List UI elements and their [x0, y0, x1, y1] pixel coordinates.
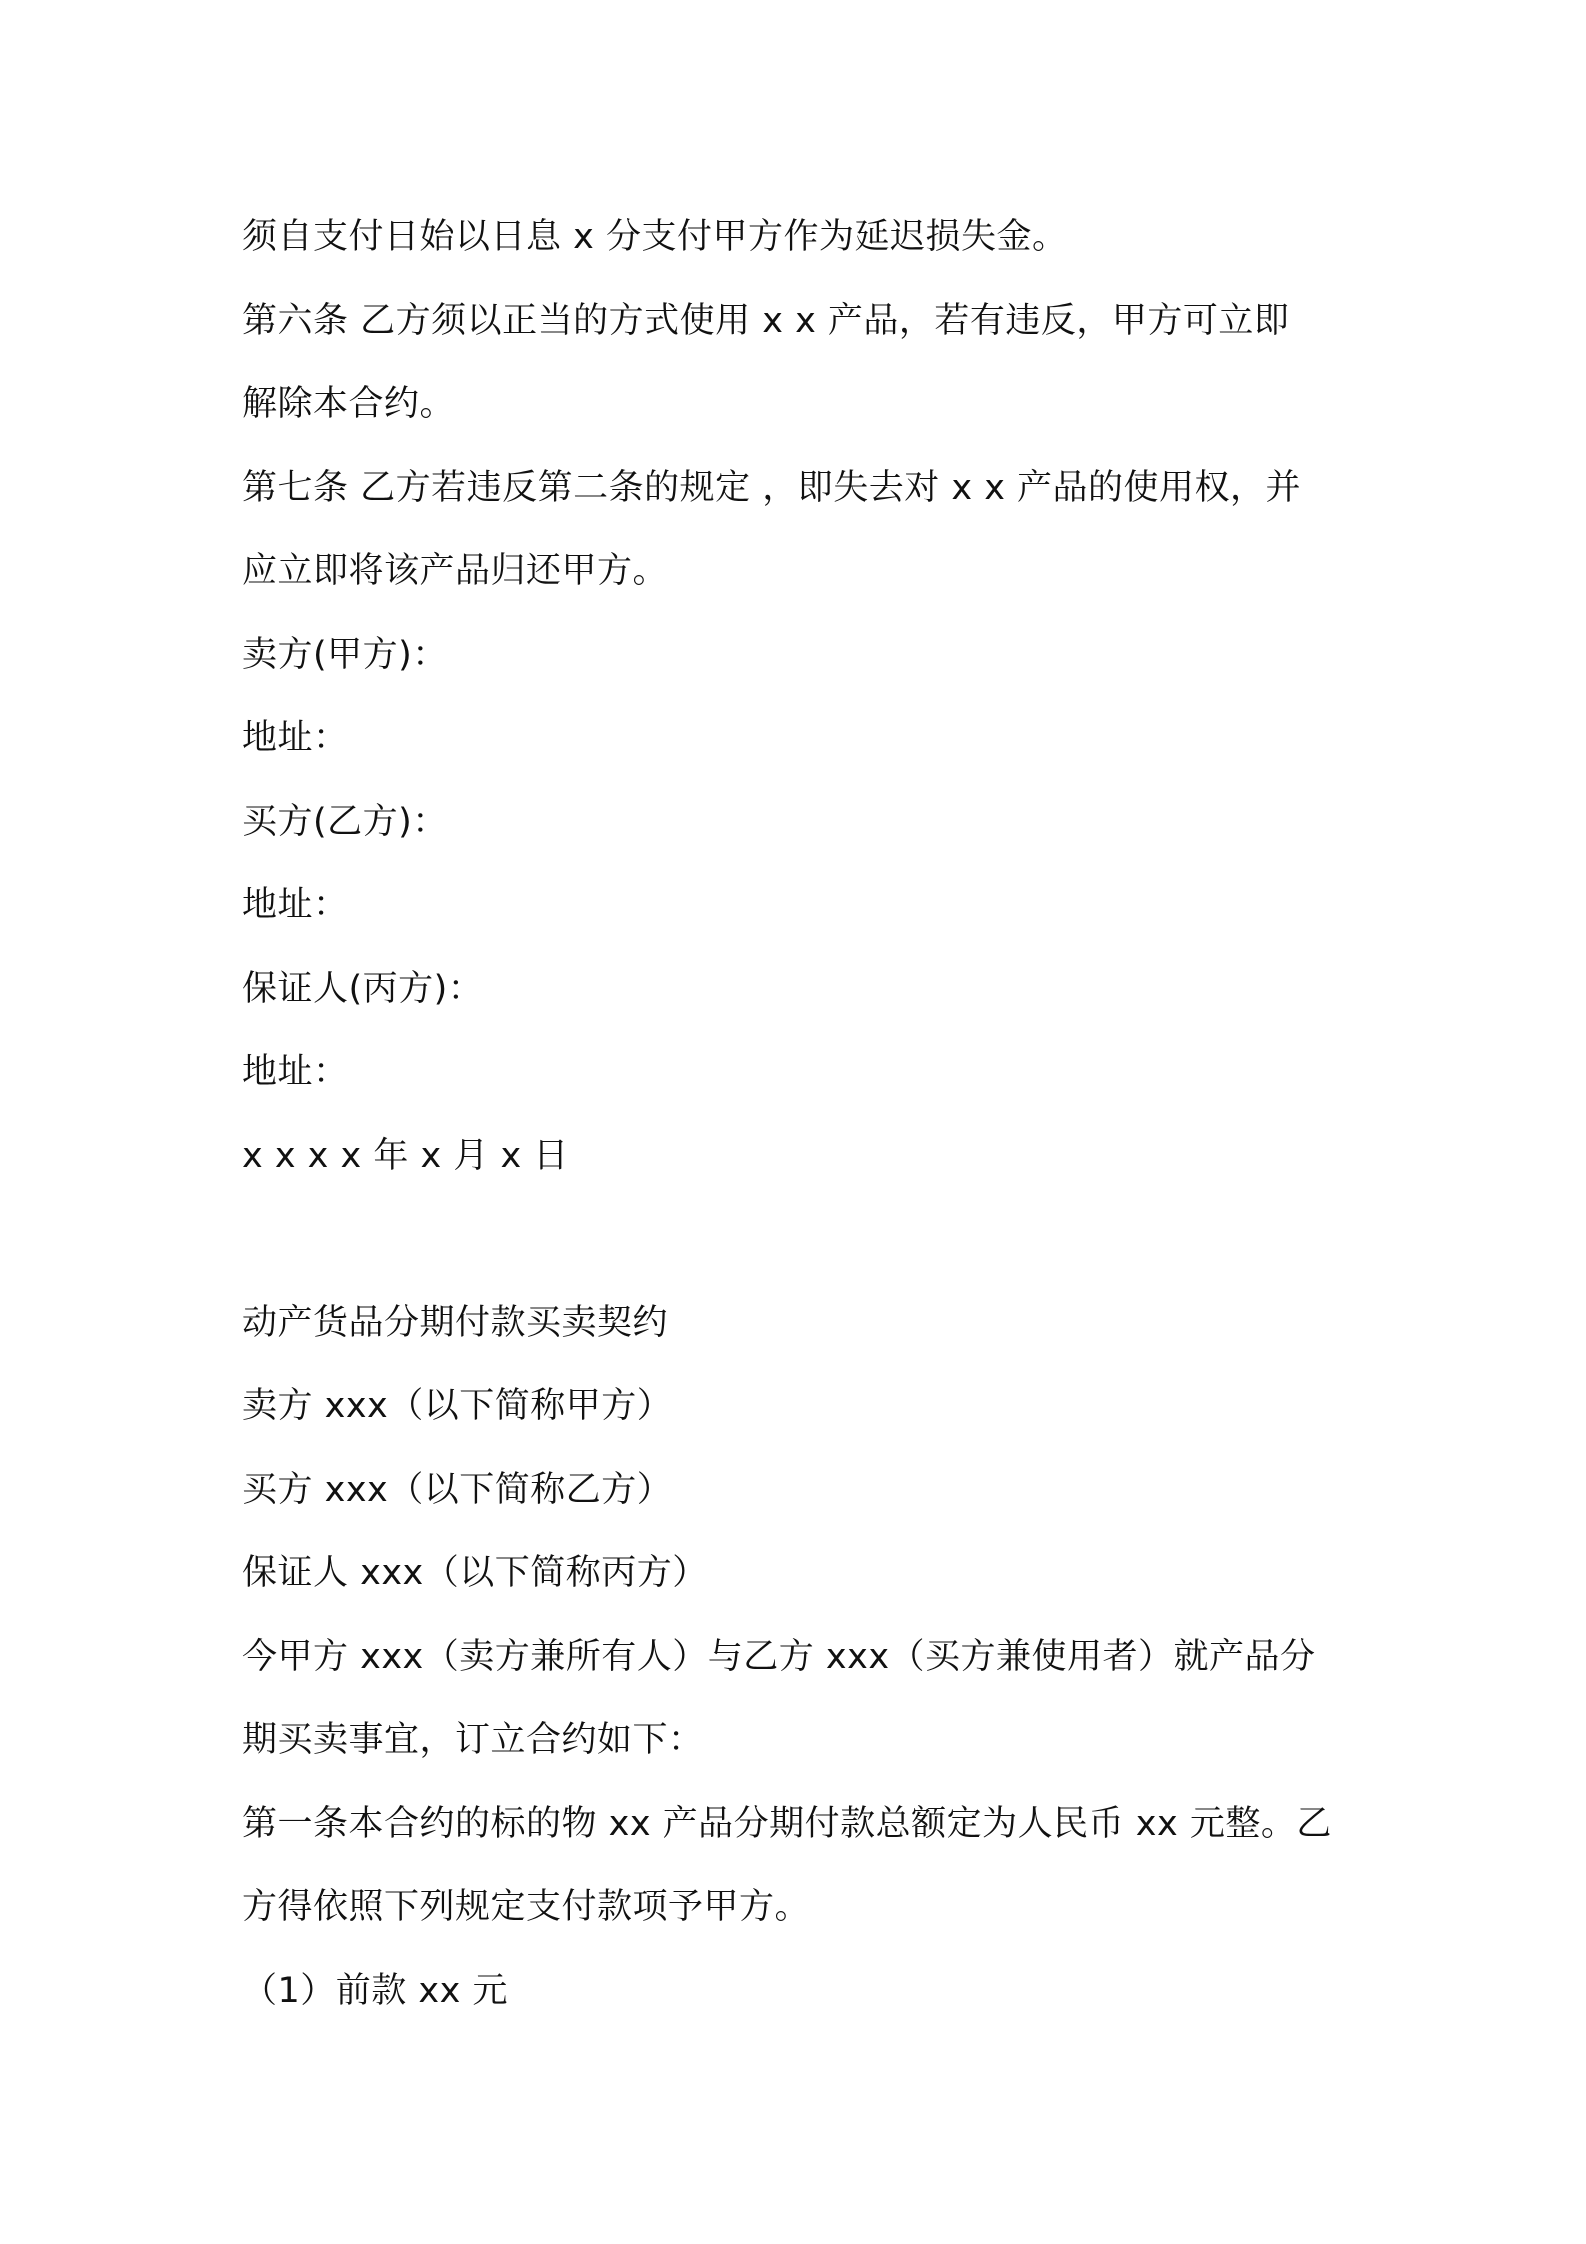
paragraph-line: 解除本合约。: [242, 384, 456, 424]
date-line: x x x x 年 x 月 x 日: [242, 1135, 569, 1176]
section-gap: [242, 1198, 1362, 1282]
paragraph-line: 第七条 乙方若违反第二条的规定 ，即失去对 x x 产品的使用权，并: [242, 467, 1302, 508]
paragraph-line: 应立即将该产品归还甲方。: [242, 551, 669, 591]
paragraph-line: 第六条 乙方须以正当的方式使用 x x 产品，若有违反，甲方可立即: [242, 300, 1290, 341]
paragraph-line: 期买卖事宜，订立合约如下：: [242, 1720, 704, 1760]
guarantor-party-line: 保证人 xxx（以下简称丙方）: [242, 1553, 708, 1593]
document-body: [242, 196, 1362, 2033]
guarantor-label: 保证人(丙方)：: [242, 968, 484, 1009]
seller-label: 卖方(甲方)：: [242, 634, 448, 675]
paragraph-line: 须自支付日始以日息 x 分支付甲方作为延迟损失金。: [242, 217, 1068, 257]
paragraph-line: 今甲方 xxx（卖方兼所有人）与乙方 xxx（买方兼使用者）就产品分: [242, 1636, 1316, 1677]
buyer-party-line: 买方 xxx（以下简称乙方）: [242, 1469, 673, 1510]
seller-party-line: 卖方 xxx（以下简称甲方）: [242, 1386, 673, 1426]
buyer-label: 买方(乙方)：: [242, 801, 448, 842]
paragraph-line: 方得依照下列规定支付款项予甲方。: [242, 1887, 811, 1927]
list-item: （1）前款 xx 元: [242, 1970, 508, 2011]
contract-title: 动产货品分期付款买卖契约: [242, 1302, 669, 1343]
buyer-address-label: 地址：: [242, 885, 349, 925]
guarantor-address-label: 地址：: [242, 1052, 349, 1092]
paragraph-line: 第一条本合约的标的物 xx 产品分期付款总额定为人民币 xx 元整。乙: [242, 1803, 1332, 1844]
seller-address-label: 地址：: [242, 718, 349, 758]
